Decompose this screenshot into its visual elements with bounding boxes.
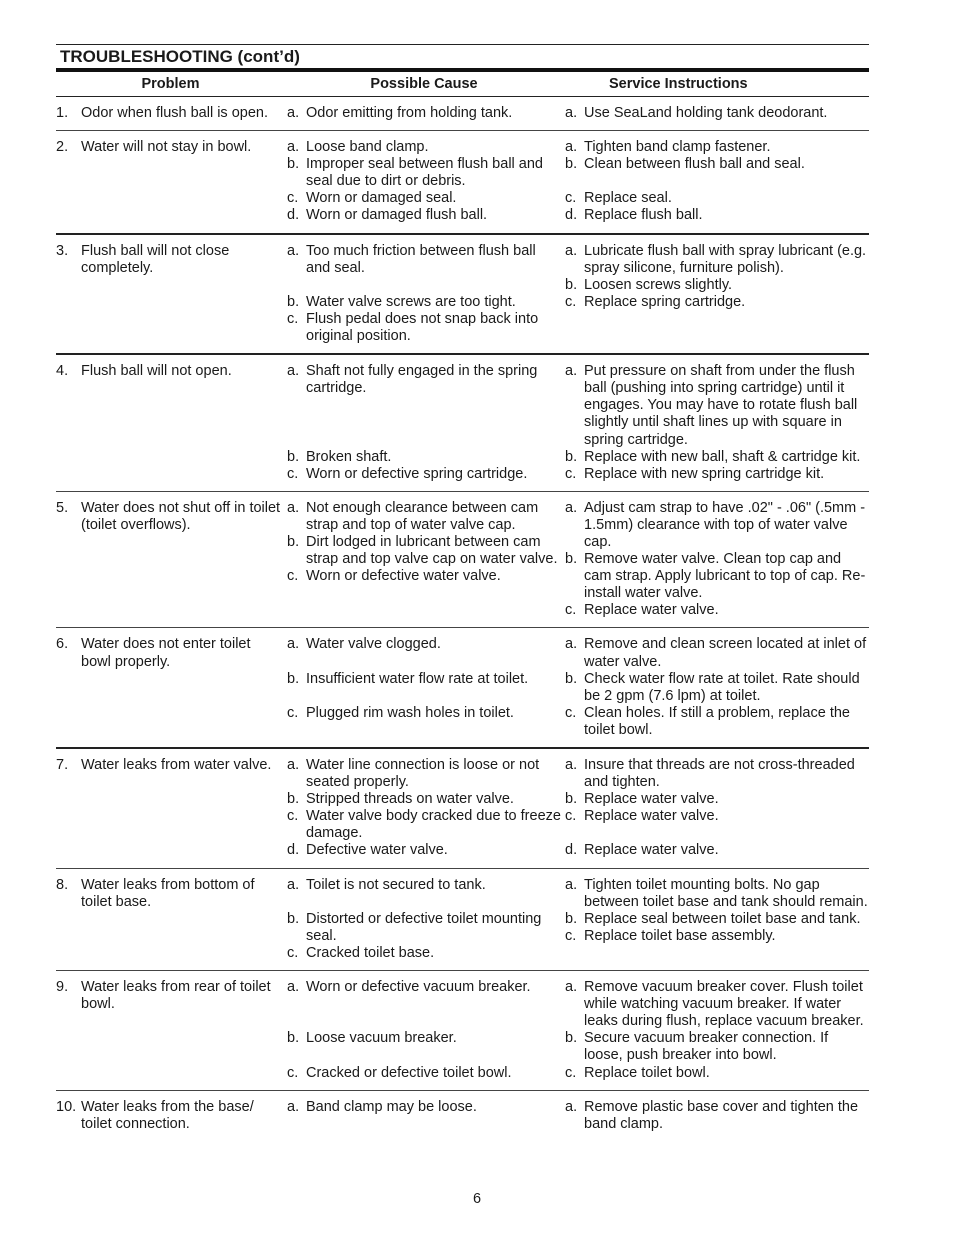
service-instruction-text: Adjust cam strap to have .02" - .06" (.5mm - 1.5mm) clearance with top of water valve cap. [584, 499, 866, 550]
table-row [56, 355, 869, 492]
possible-cause-text: Cracked toilet base. [306, 944, 435, 961]
possible-cause-text: Distorted or defective toilet mounting seal. [306, 910, 542, 944]
service-instruction-item [563, 105, 869, 122]
possible-cause-letter: c. [287, 1064, 299, 1081]
possible-cause-item [285, 1099, 563, 1116]
service-instruction-item [563, 449, 869, 466]
service-instruction-letter: a. [565, 363, 578, 380]
possible-cause-item [285, 500, 563, 534]
possible-cause-letter: c. [287, 808, 299, 825]
service-instruction-cell [563, 757, 869, 860]
possible-cause-letter: b. [287, 448, 300, 465]
service-instruction-text: Lubricate flush ball with spray lubricant (e.g. spray silicone, furniture polish). [584, 242, 867, 276]
service-instruction-cell [563, 979, 869, 1082]
service-instruction-text: Tighten toilet mounting bolts. No gap between toilet base and tank should remain. [584, 876, 868, 910]
problem-number: 4. [56, 363, 69, 380]
problem-number: 8. [56, 876, 69, 893]
problem-number: 3. [56, 242, 69, 259]
problem-text: Flush ball will not open. [81, 363, 232, 380]
header-possible-cause: Possible Cause [370, 76, 478, 92]
page-number: 6 [472, 1191, 482, 1207]
service-instruction-text: Put pressure on shaft from under the flush ball (pushing into spring cartridge) until it engages. You may have to rotate flush ball slightly until shaft lines up with square in spring cartridge. [584, 363, 858, 448]
possible-cause-text: Water valve screws are too tight. [306, 293, 516, 310]
service-instruction-item [563, 1099, 869, 1133]
possible-cause-item [285, 1065, 563, 1082]
possible-cause-item [285, 243, 563, 277]
possible-cause-text: Insufficient water flow rate at toilet. [306, 670, 529, 687]
possible-cause-letter: a. [287, 499, 300, 516]
problem-text: Water does not shut off in toilet (toilet overflows). [81, 499, 281, 533]
service-instruction-item [563, 139, 869, 156]
service-instruction-item [563, 757, 869, 791]
service-instruction-item [563, 808, 869, 825]
problem-text: Water does not enter toilet bowl properly. [81, 636, 251, 670]
header-problem: Problem [141, 76, 200, 92]
service-instruction-letter: a. [565, 139, 578, 156]
possible-cause-item [285, 311, 563, 345]
problem-cell [56, 877, 285, 962]
possible-cause-cell [285, 139, 563, 224]
possible-cause-text: Worn or defective vacuum breaker. [306, 979, 531, 996]
service-instruction-item [563, 636, 869, 670]
possible-cause-text: Loose band clamp. [306, 139, 429, 156]
service-instruction-letter: b. [565, 670, 578, 687]
service-instruction-cell [563, 877, 869, 962]
service-instruction-letter: a. [565, 876, 578, 893]
possible-cause-item [285, 466, 563, 483]
service-instruction-item [563, 277, 869, 294]
possible-cause-cell [285, 243, 563, 346]
service-instruction-letter: a. [565, 242, 578, 259]
service-instruction-item [563, 363, 869, 448]
problem-cell [56, 500, 285, 620]
possible-cause-text: Worn or defective spring cartridge. [306, 465, 528, 482]
service-instruction-text: Replace toilet base assembly. [584, 927, 776, 944]
service-instruction-letter: b. [565, 551, 578, 568]
table-row [56, 235, 869, 356]
possible-cause-letter: d. [287, 842, 300, 859]
problem-number: 9. [56, 979, 69, 996]
service-instruction-text: Replace spring cartridge. [584, 293, 746, 310]
service-instruction-text: Tighten band clamp fastener. [584, 139, 771, 156]
service-instruction-letter: a. [565, 757, 578, 774]
service-instruction-text: Replace with new spring cartridge kit. [584, 465, 825, 482]
service-instruction-letter: a. [565, 636, 578, 653]
service-instruction-text: Use SeaLand holding tank deodorant. [584, 105, 828, 121]
possible-cause-item [285, 190, 563, 207]
service-instruction-item [563, 791, 869, 808]
problem-text: Flush ball will not close completely. [81, 242, 230, 276]
service-instruction-item [563, 842, 869, 859]
possible-cause-letter: c. [287, 568, 299, 585]
service-instruction-cell [563, 363, 869, 483]
problem-cell [56, 979, 285, 1082]
possible-cause-text: Water valve body cracked due to freeze damage. [306, 808, 561, 842]
service-instruction-letter: a. [565, 1098, 578, 1115]
possible-cause-item [285, 842, 563, 859]
service-instruction-text: Replace toilet bowl. [584, 1064, 710, 1081]
possible-cause-letter: a. [287, 636, 300, 653]
service-instruction-letter: c. [565, 704, 577, 721]
page-title: TROUBLESHOOTING (cont’d) [60, 47, 300, 66]
table-row [56, 1091, 869, 1141]
service-instruction-letter: d. [565, 207, 578, 224]
service-instruction-text: Loosen screws slightly. [584, 276, 733, 293]
service-instruction-text: Check water flow rate at toilet. Rate should be 2 gpm (7.6 lpm) at toilet. [584, 670, 860, 704]
problem-number: 10. [56, 1098, 77, 1115]
service-instruction-cell [563, 139, 869, 224]
possible-cause-text: Too much friction between flush ball and seal. [306, 242, 536, 276]
header-service-instructions: Service Instructions [609, 76, 748, 92]
problem-cell [56, 757, 285, 860]
possible-cause-item [285, 1030, 563, 1047]
possible-cause-text: Stripped threads on water valve. [306, 791, 514, 808]
possible-cause-letter: c. [287, 190, 299, 207]
possible-cause-item [285, 207, 563, 224]
possible-cause-cell [285, 1099, 563, 1133]
service-instruction-text: Replace water valve. [584, 842, 719, 859]
service-instruction-item [563, 156, 869, 173]
troubleshooting-page [56, 44, 869, 1141]
service-instruction-text: Replace seal between toilet base and tank. [584, 910, 861, 927]
possible-cause-item [285, 534, 563, 568]
service-instruction-text: Secure vacuum breaker connection. If loose, push breaker into bowl. [584, 1030, 829, 1064]
possible-cause-letter: b. [287, 533, 300, 550]
possible-cause-text: Worn or damaged flush ball. [306, 207, 488, 224]
possible-cause-letter: c. [287, 944, 299, 961]
possible-cause-cell [285, 979, 563, 1082]
possible-cause-item [285, 945, 563, 962]
possible-cause-text: Toilet is not secured to tank. [306, 876, 486, 893]
possible-cause-item [285, 105, 563, 122]
possible-cause-text: Water line connection is loose or not seated properly. [306, 757, 540, 791]
service-instruction-cell [563, 500, 869, 620]
possible-cause-letter: a. [287, 1098, 300, 1115]
table-row [56, 628, 869, 749]
possible-cause-item [285, 156, 563, 190]
service-instruction-letter: a. [565, 979, 578, 996]
problem-number: 1. [56, 105, 69, 121]
possible-cause-letter: a. [287, 757, 300, 774]
possible-cause-cell [285, 363, 563, 483]
problem-text: Water leaks from rear of toilet bowl. [81, 979, 271, 1013]
possible-cause-text: Plugged rim wash holes in toilet. [306, 704, 514, 721]
service-instruction-text: Replace water valve. [584, 808, 719, 825]
possible-cause-cell [285, 500, 563, 620]
service-instruction-letter: c. [565, 1064, 577, 1081]
problem-number: 5. [56, 499, 69, 516]
problem-cell [56, 636, 285, 739]
service-instruction-letter: b. [565, 791, 578, 808]
possible-cause-text: Shaft not fully engaged in the spring cartridge. [306, 363, 538, 397]
service-instruction-letter: b. [565, 448, 578, 465]
service-instruction-letter: a. [565, 499, 578, 516]
possible-cause-item [285, 449, 563, 466]
possible-cause-letter: a. [287, 363, 300, 380]
possible-cause-cell [285, 757, 563, 860]
service-instruction-cell [563, 636, 869, 739]
possible-cause-letter: a. [287, 876, 300, 893]
possible-cause-item [285, 294, 563, 311]
service-instruction-letter: c. [565, 927, 577, 944]
service-instruction-cell [563, 1099, 869, 1133]
service-instruction-letter: b. [565, 1030, 578, 1047]
service-instruction-text: Remove plastic base cover and tighten the band clamp. [584, 1098, 859, 1132]
possible-cause-text: Cracked or defective toilet bowl. [306, 1064, 512, 1081]
top-rule [56, 44, 869, 45]
possible-cause-text: Dirt lodged in lubricant between cam strap and top valve cap on water valve. [306, 533, 558, 568]
possible-cause-item [285, 808, 563, 842]
possible-cause-text: Worn or damaged seal. [306, 190, 457, 207]
service-instruction-text: Replace seal. [584, 190, 672, 207]
service-instruction-text: Replace flush ball. [584, 207, 703, 224]
problem-text: Odor when flush ball is open. [81, 105, 268, 121]
possible-cause-cell [285, 105, 563, 122]
possible-cause-text: Improper seal between flush ball and seal due to dirt or debris. [306, 156, 543, 190]
service-instruction-cell [563, 243, 869, 346]
service-instruction-text: Replace water valve. [584, 602, 719, 619]
service-instruction-item [563, 190, 869, 207]
service-instruction-text: Remove and clean screen located at inlet of water valve. [584, 636, 867, 670]
service-instruction-item [563, 877, 869, 911]
possible-cause-cell [285, 877, 563, 962]
service-instruction-text: Replace with new ball, shaft & cartridge kit. [584, 448, 861, 465]
possible-cause-item [285, 757, 563, 791]
possible-cause-item [285, 877, 563, 894]
problem-number: 6. [56, 636, 69, 653]
possible-cause-letter: b. [287, 670, 300, 687]
problem-cell [56, 105, 285, 122]
service-instruction-item [563, 671, 869, 705]
service-instruction-letter: c. [565, 808, 577, 825]
service-instruction-item [563, 979, 869, 1030]
service-instruction-text: Remove water valve. Clean top cap and cam strap. Apply lubricant to top of cap. Re-install water valve. [584, 551, 866, 602]
possible-cause-letter: b. [287, 293, 300, 310]
service-instruction-item [563, 1030, 869, 1064]
service-instruction-item [563, 243, 869, 277]
service-instruction-text: Clean holes. If still a problem, replace the toilet bowl. [584, 704, 850, 738]
table-row [56, 131, 869, 234]
service-instruction-letter: c. [565, 465, 577, 482]
possible-cause-text: Band clamp may be loose. [306, 1098, 477, 1115]
possible-cause-text: Water valve clogged. [306, 636, 441, 653]
service-instruction-item [563, 1065, 869, 1082]
table-row [56, 97, 869, 131]
service-instruction-letter: b. [565, 156, 578, 173]
service-instruction-item [563, 705, 869, 739]
possible-cause-text: Defective water valve. [306, 842, 448, 859]
service-instruction-letter: a. [565, 105, 578, 121]
problem-text: Water leaks from water valve. [81, 757, 272, 774]
problem-text: Water will not stay in bowl. [81, 139, 252, 156]
possible-cause-letter: b. [287, 910, 300, 927]
service-instruction-text: Remove vacuum breaker cover. Flush toilet while watching vacuum breaker. If water leaks during flush, replace vacuum breaker. [584, 979, 864, 1030]
troubleshooting-table-body [56, 97, 869, 1141]
service-instruction-item [563, 551, 869, 602]
possible-cause-text: Broken shaft. [306, 448, 392, 465]
problem-cell [56, 139, 285, 224]
possible-cause-letter: d. [287, 207, 300, 224]
problem-text: Water leaks from bottom of toilet base. [81, 876, 255, 910]
possible-cause-letter: c. [287, 465, 299, 482]
possible-cause-letter: a. [287, 979, 300, 996]
possible-cause-item [285, 705, 563, 722]
service-instruction-item [563, 466, 869, 483]
possible-cause-letter: b. [287, 1030, 300, 1047]
possible-cause-item [285, 139, 563, 156]
possible-cause-letter: c. [287, 310, 299, 327]
table-row [56, 749, 869, 869]
possible-cause-letter: a. [287, 242, 300, 259]
problem-cell [56, 1099, 285, 1133]
service-instruction-letter: c. [565, 293, 577, 310]
possible-cause-item [285, 911, 563, 945]
problem-text: Water leaks from the base/ toilet connection. [81, 1098, 254, 1132]
service-instruction-item [563, 500, 869, 551]
possible-cause-text: Not enough clearance between cam strap and top of water valve cap. [306, 499, 539, 533]
possible-cause-letter: c. [287, 704, 299, 721]
service-instruction-text: Clean between flush ball and seal. [584, 156, 805, 173]
table-header [56, 72, 869, 96]
possible-cause-item [285, 568, 563, 585]
service-instruction-text: Replace water valve. [584, 791, 719, 808]
possible-cause-letter: a. [287, 139, 300, 156]
problem-cell [56, 363, 285, 483]
table-row [56, 492, 869, 629]
possible-cause-text: Odor emitting from holding tank. [306, 105, 513, 121]
possible-cause-letter: a. [287, 105, 300, 121]
possible-cause-letter: b. [287, 156, 300, 173]
service-instruction-letter: c. [565, 190, 577, 207]
service-instruction-item [563, 928, 869, 945]
possible-cause-item [285, 791, 563, 808]
service-instruction-item [563, 602, 869, 619]
service-instruction-item [563, 207, 869, 224]
possible-cause-item [285, 363, 563, 397]
possible-cause-item [285, 671, 563, 688]
problem-cell [56, 243, 285, 346]
problem-number: 7. [56, 757, 69, 774]
service-instruction-item [563, 911, 869, 928]
possible-cause-cell [285, 636, 563, 739]
problem-number: 2. [56, 139, 69, 156]
possible-cause-text: Worn or defective water valve. [306, 568, 501, 585]
possible-cause-text: Loose vacuum breaker. [306, 1030, 457, 1047]
service-instruction-letter: b. [565, 276, 578, 293]
possible-cause-item [285, 979, 563, 996]
service-instruction-letter: d. [565, 842, 578, 859]
service-instruction-text: Insure that threads are not cross-threaded and tighten. [584, 757, 855, 791]
service-instruction-letter: b. [565, 910, 578, 927]
possible-cause-text: Flush pedal does not snap back into original position. [306, 310, 539, 345]
possible-cause-letter: b. [287, 791, 300, 808]
table-row [56, 869, 869, 971]
service-instruction-cell [563, 105, 869, 122]
possible-cause-item [285, 636, 563, 653]
service-instruction-item [563, 294, 869, 311]
service-instruction-letter: c. [565, 602, 577, 619]
table-row [56, 971, 869, 1091]
